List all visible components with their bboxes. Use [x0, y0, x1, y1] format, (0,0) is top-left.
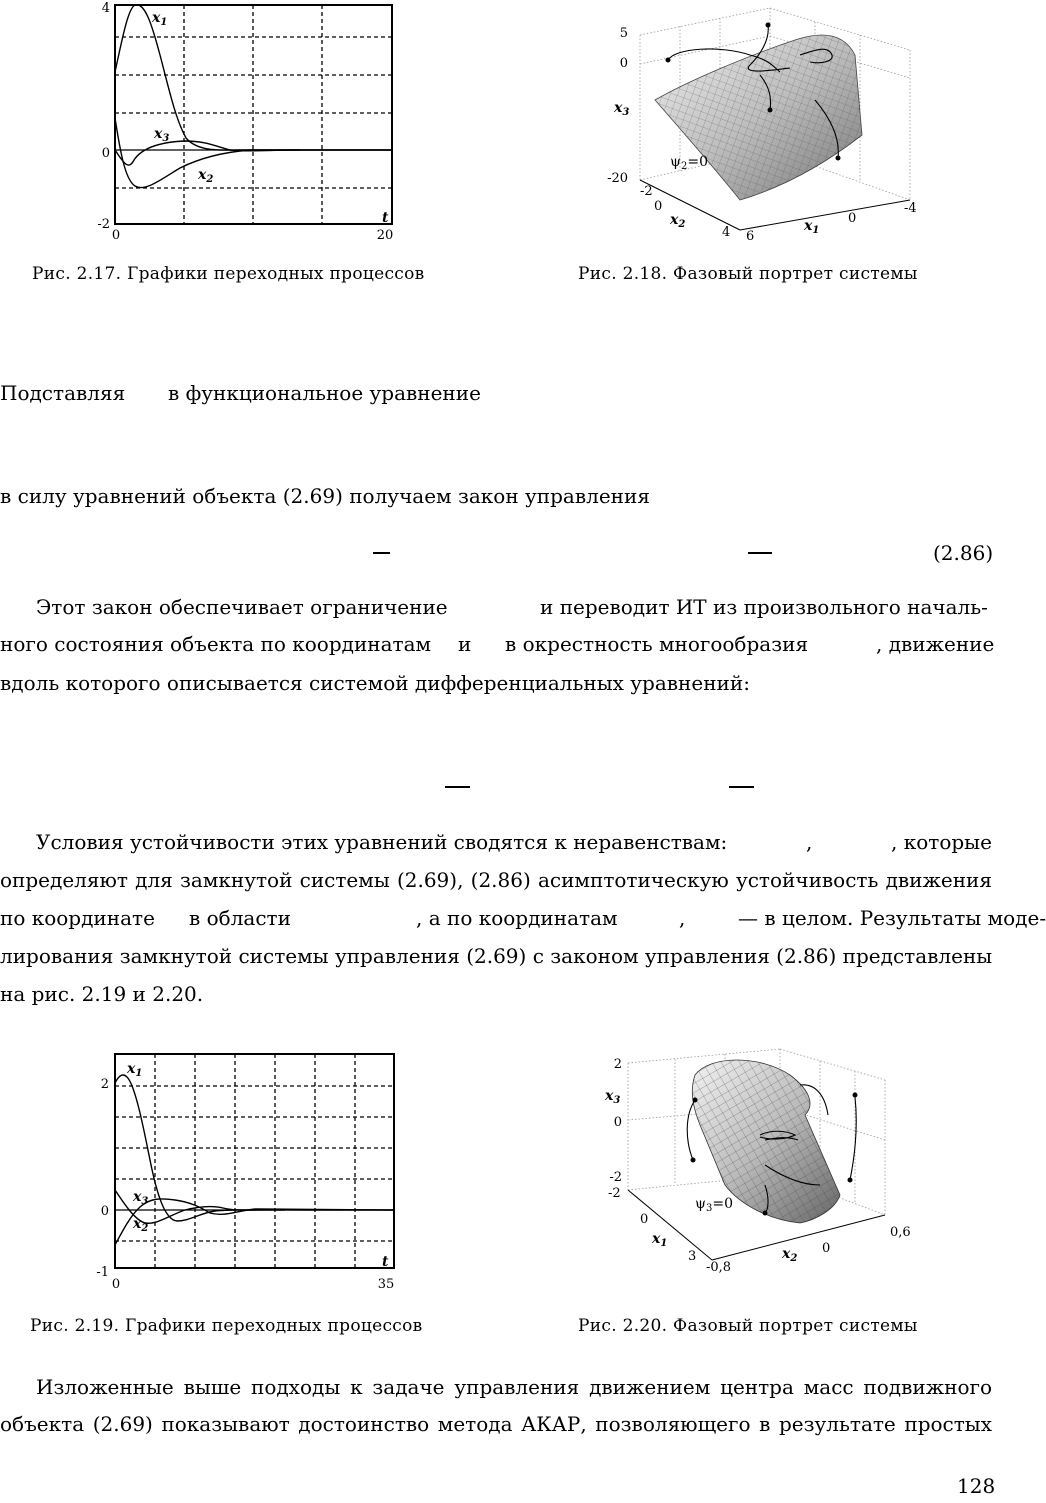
para4-line3-e: — в целом. Результаты моде- — [738, 906, 1046, 930]
axis-label-x2: $x_2$ — [670, 212, 686, 230]
x1tick-3: 3 — [688, 1249, 697, 1264]
ztick-neg20: -20 — [607, 171, 628, 186]
x2tick-neg08: -0,8 — [706, 1260, 732, 1275]
label-x1: $x_1$ — [127, 1061, 143, 1079]
axis-label-x3: $x_3$ — [605, 1088, 621, 1106]
para4-line2: определяют для замкнутой системы (2.69), (2.86) асимптотическую устойчивость движения — [0, 868, 992, 892]
xvar-t: t — [382, 210, 389, 226]
fraction-bar — [373, 552, 390, 554]
ztick-2: 2 — [613, 1057, 622, 1072]
para4-line3-d: , — [679, 906, 686, 930]
surface-label-psi2: $\psi_2=0$ — [670, 154, 708, 172]
ytick-neg1: -1 — [96, 1265, 109, 1280]
ytick-4: 4 — [101, 1, 110, 16]
xtick-35: 35 — [377, 1277, 395, 1292]
figure-2-17-plot — [90, 0, 400, 245]
ytick-2: 2 — [100, 1077, 109, 1092]
xvar-t: t — [382, 1254, 389, 1270]
label-x2: $x_2$ — [133, 1216, 149, 1234]
x1tick-0: 0 — [640, 1212, 649, 1227]
para4-line3-a: по координате — [0, 906, 155, 930]
x2tick-4: 4 — [722, 225, 731, 240]
x1tick-6: 6 — [746, 229, 755, 244]
page-number: 128 — [957, 1474, 996, 1498]
fraction-bar — [748, 552, 772, 554]
caption-fig-2-19: Рис. 2.19. Графики переходных процессов — [30, 1316, 423, 1336]
figure-2-18-phase-portrait — [600, 0, 940, 250]
para3-line2-a: ного состояния объекта по координатам — [0, 632, 432, 656]
axis-label-x1: $x_1$ — [652, 1231, 668, 1249]
para3-line2-d: , движение — [876, 632, 995, 656]
x2tick-neg2: -2 — [640, 184, 653, 199]
ztick-0: 0 — [613, 1115, 622, 1130]
para4-line1-b: , — [806, 830, 813, 854]
para3-line1-b: и переводит ИТ из произвольного началь- — [540, 595, 988, 619]
para3-line3: вдоль которого описывается системой дифференциальных уравнений: — [0, 671, 750, 695]
para4-line4: лирования замкнутой системы управления (2.69) с законом управления (2.86) представлены — [0, 944, 993, 968]
ytick-0: 0 — [101, 146, 110, 161]
para5-line1: Изложенные выше подходы к задаче управления движением центра масс подвижного — [36, 1375, 992, 1399]
para4-line3-c: , а по координатам — [416, 906, 618, 930]
x1tick-neg2: -2 — [608, 1186, 621, 1201]
fraction-bar — [445, 786, 470, 788]
figure-2-19-plot — [85, 1045, 405, 1295]
equation-number: (2.86) — [933, 541, 994, 565]
para3-line1-a: Этот закон обеспечивает ограничение — [36, 595, 448, 619]
para4-line3-b: в области — [189, 906, 291, 930]
ztick-0: 0 — [619, 56, 628, 71]
x1tick-neg4: -4 — [904, 201, 917, 216]
axis-label-x2: $x_2$ — [782, 1246, 798, 1264]
xtick-0: 0 — [111, 228, 121, 243]
ztick-neg2: -2 — [609, 1170, 622, 1185]
ytick-0: 0 — [100, 1204, 109, 1219]
para3-line2-b: и — [458, 632, 472, 656]
x2tick-0: 0 — [822, 1241, 831, 1256]
caption-fig-2-20: Рис. 2.20. Фазовый портрет системы — [578, 1316, 918, 1336]
ytick-neg2: -2 — [97, 217, 110, 232]
para4-line1-a: Условия устойчивости этих уравнений сводятся к неравенствам: — [36, 830, 728, 854]
para1-a: Подставляя — [0, 381, 126, 405]
para1-b: в функциональное уравнение — [168, 381, 481, 405]
xtick-0: 0 — [111, 1277, 121, 1292]
ztick-5: 5 — [619, 26, 628, 41]
xtick-20: 20 — [376, 228, 394, 243]
para2: в силу уравнений объекта (2.69) получаем закон управления — [0, 484, 650, 508]
label-x1: $x_1$ — [152, 10, 168, 28]
fraction-bar — [729, 786, 754, 788]
para4-line5: на рис. 2.19 и 2.20. — [0, 982, 204, 1006]
surface-label-psi3: $\psi_3=0$ — [695, 1196, 733, 1214]
axis-label-x3: $x_3$ — [614, 100, 630, 118]
x1tick-0: 0 — [848, 211, 857, 226]
label-x3: $x_3$ — [133, 1189, 149, 1207]
label-x3: $x_3$ — [154, 126, 170, 144]
para4-line1-c: , которые — [891, 830, 992, 854]
x2tick-06: 0,6 — [890, 1225, 911, 1240]
caption-fig-2-18: Рис. 2.18. Фазовый портрет системы — [578, 264, 918, 284]
para3-line2-c: в окрестность многообразия — [505, 632, 809, 656]
figure-2-20-phase-portrait — [600, 1045, 940, 1295]
label-x2: $x_2$ — [198, 167, 214, 185]
x2tick-0: 0 — [654, 199, 663, 214]
caption-fig-2-17: Рис. 2.17. Графики переходных процессов — [32, 264, 425, 284]
axis-label-x1: $x_1$ — [804, 218, 820, 236]
para5-line2: объекта (2.69) показывают достоинство метода АКАР, позволяющего в результате простых — [0, 1412, 992, 1436]
